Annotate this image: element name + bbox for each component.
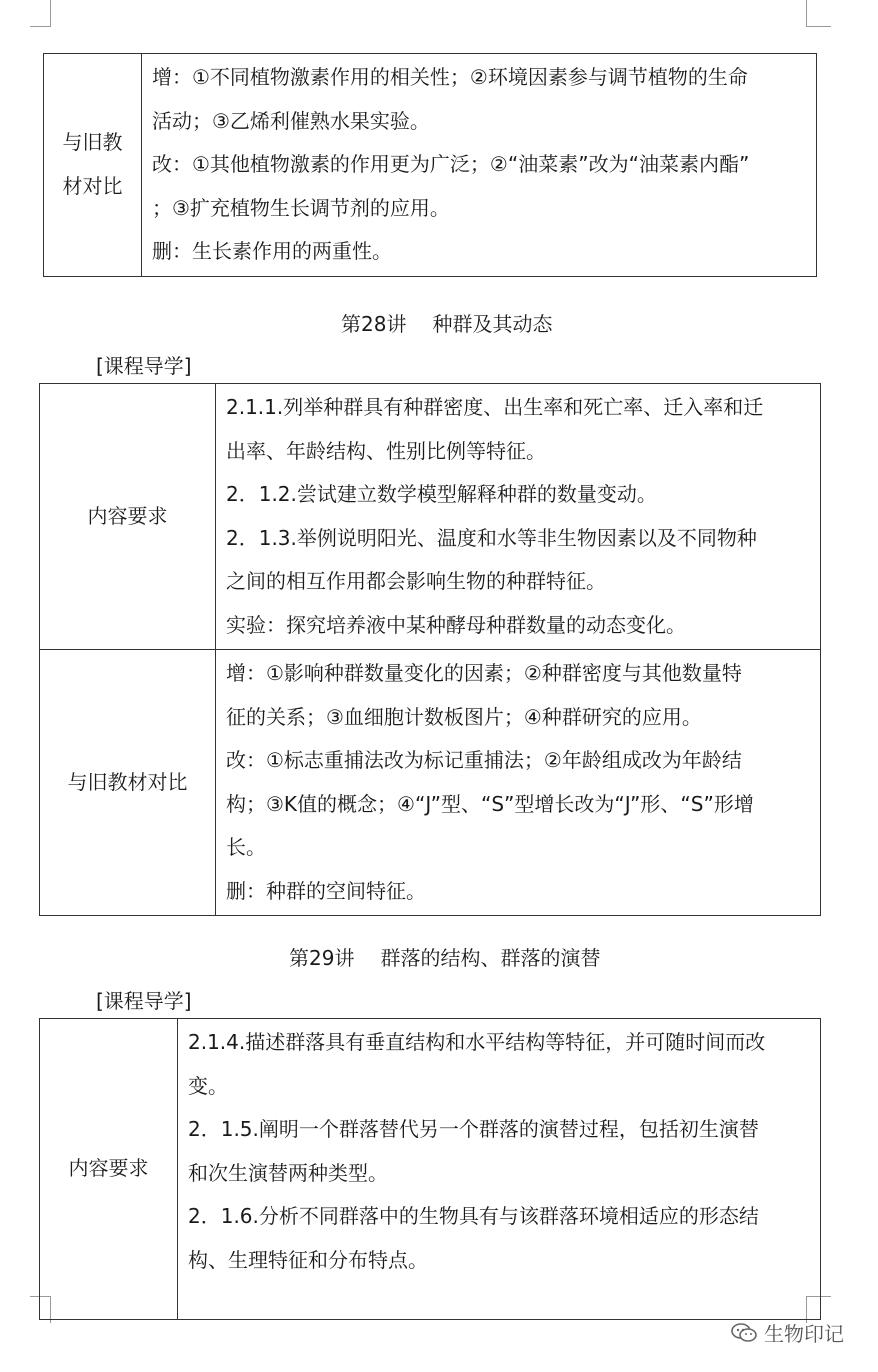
- lecture-29-table: [39, 1018, 821, 1320]
- table-row: [44, 54, 817, 277]
- content-line: 2．1.3.举例说明阳光、温度和水等非生物因素以及不同物种: [226, 525, 757, 550]
- content-line: 2．1.6.分析不同群落中的生物具有与该群落环境相适应的形态结: [188, 1204, 759, 1228]
- table-row: [40, 384, 821, 650]
- lecture-number: 第28讲: [341, 312, 407, 336]
- content-line: ；③扩充植物生长调节剂的应用。: [152, 195, 450, 220]
- row-label: [44, 54, 142, 277]
- content-line: 活动；③乙烯利催熟水果实验。: [152, 108, 430, 133]
- comparison-content: [216, 650, 821, 916]
- crop-mark-top-left: [30, 0, 51, 27]
- lecture-title: 种群及其动态: [432, 312, 553, 336]
- content-line: 构、生理特征和分布特点。: [188, 1247, 428, 1272]
- content-line: 变。: [188, 1073, 228, 1098]
- content-line: 2.1.1.列举种群具有种群密度、出生率和死亡率、迁入率和迁: [226, 395, 764, 419]
- wechat-icon: [730, 1322, 758, 1344]
- content-line: 2.1.4.描述群落具有垂直结构和水平结构等特征，并可随时间而改: [188, 1030, 766, 1054]
- crop-mark-top-right: [806, 0, 831, 27]
- lecture-28-table: [39, 383, 821, 916]
- label-line: 材对比: [62, 173, 123, 198]
- label-line: 与旧教: [62, 130, 123, 155]
- comparison-label: 与旧教材对比: [40, 650, 216, 916]
- watermark: [730, 1318, 844, 1347]
- comparison-content: [142, 54, 817, 277]
- watermark-text: 生物印记: [764, 1322, 844, 1346]
- content-requirements-label: 内容要求: [40, 384, 216, 650]
- content-requirements-label: 内容要求: [40, 1019, 178, 1320]
- lecture-number: 第29讲: [289, 946, 355, 970]
- content-line: 征的关系；③血细胞计数板图片；④种群研究的应用。: [226, 704, 702, 729]
- content-line: 和次生演替两种类型。: [188, 1160, 388, 1185]
- table-row: [40, 1019, 821, 1320]
- content-line: 增：①影响种群数量变化的因素；②种群密度与其他数量特: [226, 661, 742, 685]
- content-line: 改：①其他植物激素的作用更为广泛；②“油菜素”改为“油菜素内酯”: [152, 152, 750, 176]
- content-line: 删：生长素作用的两重性。: [152, 239, 392, 263]
- content-line: 增：①不同植物激素作用的相关性；②环境因素参与调节植物的生命: [152, 65, 748, 89]
- lecture-28-heading: [341, 308, 552, 337]
- content-line: 改：①标志重捕法改为标记重捕法；②年龄组成改为年龄结: [226, 748, 742, 772]
- content-line: 2．1.2.尝试建立数学模型解释种群的数量变动。: [226, 482, 657, 506]
- content-requirements: [178, 1019, 821, 1320]
- content-line: 之间的相互作用都会影响生物的种群特征。: [226, 569, 606, 593]
- lecture-title: 群落的结构、群落的演替: [380, 946, 601, 970]
- course-guide-label: [课程导学]: [96, 354, 192, 378]
- course-guide-label: [课程导学]: [96, 989, 192, 1013]
- table-row: [40, 650, 821, 916]
- content-line: 删：种群的空间特征。: [226, 878, 426, 903]
- content-line: 实验：探究培养液中某种酵母种群数量的动态变化。: [226, 612, 686, 637]
- content-requirements: [216, 384, 821, 650]
- content-line: 出率、年龄结构、性别比例等特征。: [226, 438, 546, 463]
- content-line: 2．1.5.阐明一个群落替代另一个群落的演替过程，包括初生演替: [188, 1117, 759, 1141]
- content-line: 构；③K值的概念；④“J”型、“S”型增长改为“J”形、“S”形增: [226, 791, 754, 816]
- lecture-29-heading: [289, 942, 600, 971]
- content-line: 长。: [226, 835, 266, 859]
- comparison-table-previous: [43, 53, 817, 277]
